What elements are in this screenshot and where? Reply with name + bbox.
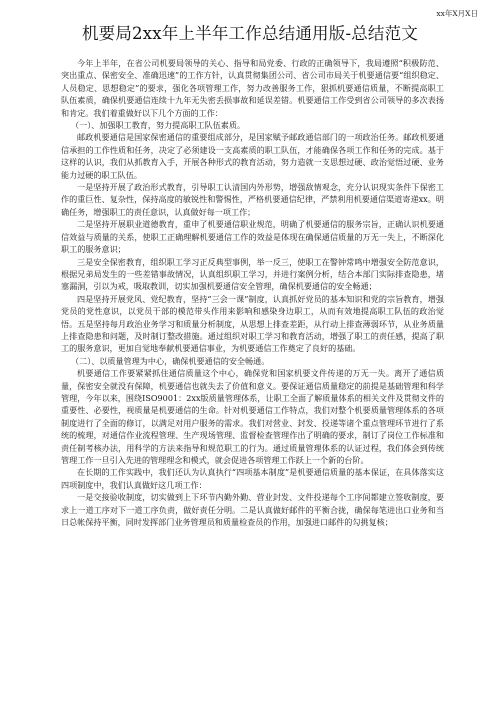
paragraph: 一是交接验收制度，切实做到上下环节内勤外勤、营业封发、文件投递每个工序间都建立签收制度，要求上一道工序对下一道工序负责，做好责任分明。二是认真做好邮件的平衡合拢，确保每笔进出口业务和当日总帐保持平衡，同时发挥部门业务管理员和质量检查员的作用，加强进口邮件的勾挑复核； [61,492,444,528]
paragraph: 四是坚持开展党风、党纪教育，坚持“三会一课”制度，认真抓好党员的基本知识和党的宗旨教育，增强党员的党性意识，以党员干部的模范带头作用来影响和感染身边职工，从而有效地提高职工队伍的政治觉悟。五是坚持每月政治业务学习和质量分析制度，从思想上排查差距，从行动上排查薄弱环节，从业务质量上排查隐患和问题，及时制订整改措施。通过组织对职工学习和教育活动，增强了职工的责任感，提高了职工的服务意识，更加自觉地奉献机要通信事业，为机要通信工作奠定了良好的基础。 [61,293,444,354]
section-heading: （二）、以质量管理为中心，确保机要通信的安全畅通。 [71,355,270,366]
paragraph: 今年上半年，在省公司机要局领导的关心、指导和局党委、行政的正确领导下，我局遵照“积极防范、突出重点、保密安全、准确迅速”的工作方针，认真贯彻集团公司、省公司市局关于机要通信要“组织稳定、人员稳定、思想稳定”的要求，强化各项管理工作，努力改善服务工作，狠抓机要通信质量，不断提高职工队伍素质，确保机要通信连续十九年无失密丢损事故和延误差错。机要通信工作受到省公司领导的多次表扬和肯定。我们着重做好以下几个方面的工作： [61,58,444,118]
paragraph: 三是安全保密教育，组织职工学习正反典型事例，举一反三，使职工在警钟常鸣中增强安全防范意识，根据兄弟局发生的一些差错事故情况，认真组织职工学习，并进行案例分析，结合本部门实际排查隐患，堵塞漏洞，引以为戒，吸取教训，切实加强机要通信安全管理，确保机要通信的安全畅通； [61,256,444,292]
paragraph: 机要通信工作要紧紧抓住通信质量这个中心，确保党和国家机要文件传递的万无一失。离开了通信质量，保密安全就没有保障，机要通信也就失去了价值和意义。要保证通信质量稳定的前提是基础管理和科学管理，今年以来，围绕ISO9001：2xx版质量管理体系，让职工全面了解质量体系的相关文件及贯彻文件的重要性、必要性，视质量是机要通信的生命。针对机要通信工作特点，我们对整个机要质量管理体系的各项制度进行了全面的修订，以满足对用户服务的需求。我们对营业、封发、投递等诸个重点管理环节进行了系统的梳理，对通信作业流程管理、生产现场管理、监督检查管理作出了明确的要求，制订了岗位工作标准和责任制考核办法，用科学的方法来指导和规范职工的行为。通过质量管理体系的认证过程，我们体会到传统管理工作一旦引入先进的管理理念和模式，就会促进各项管理工作跃上一个新的台阶。 [61,368,444,465]
document-body [61,57,444,528]
document-title: 机要局2xx年上半年工作总结通用版-总结范文 [81,24,419,43]
paragraph: 一是坚持开展了政治形式教育，引导职工认清国内外形势，增强敌情观念，充分认识现实条件下保密工作的重巨性、复杂性，保持高度的敏锐性和警惕性，严格机要通信纪律，严禁利用机要通信渠道寄递xx。明确任务，增强职工的责任意识，认真做好每一项工作； [61,182,444,217]
document-date: xx年X月X日 [436,9,478,18]
paragraph: 邮政机要通信是国家保密通信的重要组成部分，是国家赋予邮政通信部门的一项政治任务。邮政机要通信承担的工作性质和任务，决定了必须建设一支高素质的职工队伍，才能确保各项工作和任务的完成。基于这样的认识，我们从抓教育入手，开展各种形式的教育活动，努力造就一支思想过硬、政治觉悟过硬、业务能力过硬的职工队伍。 [61,132,444,180]
paragraph: 在长期的工作实践中，我们还认为认真执行“四项基本制度”是机要通信质量的基本保证，在具体落实这四项制度中，我们认真做好这几项工作： [61,467,444,490]
section-heading: （一）、加强职工教育，努力提高职工队伍素质。 [71,120,246,131]
paragraph: 二是坚持开展职业道德教育，重申了机要通信职业规范，明确了机要通信的服务宗旨，正确认识机要通信效益与质量的关系，使职工正确理解机要通信工作的效益是体现在确保通信质量的万无一失上，不断深化职工的服务意识； [61,219,444,255]
